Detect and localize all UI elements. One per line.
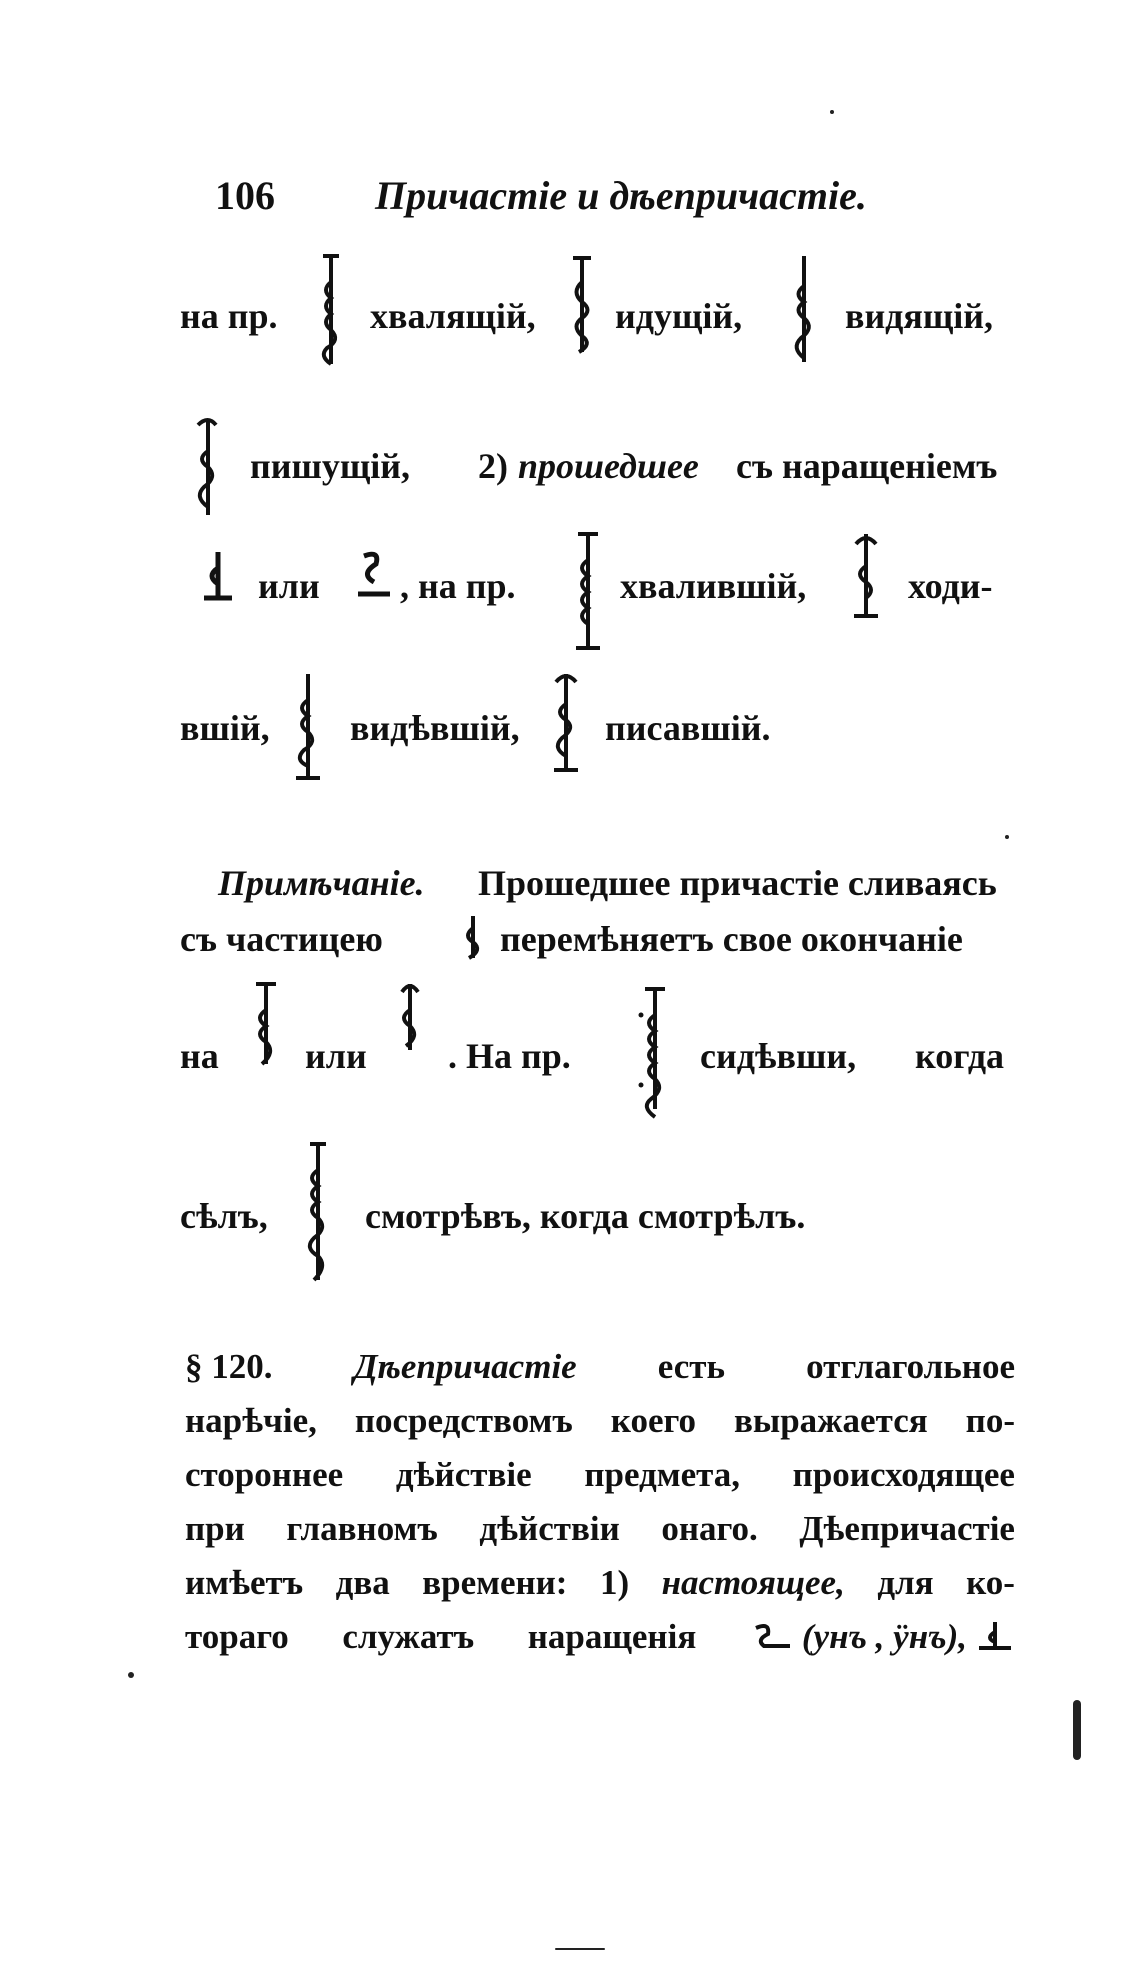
page-number: 106 [215,173,275,218]
word: имѣетъ [185,1563,304,1602]
section-term: Дѣепричастіе [353,1347,577,1386]
mongolian-script-glyph [565,252,599,362]
past-term: прошедшее [518,446,699,486]
word-going: идущій, [615,296,743,336]
word: ко- [966,1563,1015,1602]
word-seeing: видящій, [845,296,994,336]
mongolian-suffix-glyph [975,1620,1015,1654]
word-wrote: писавшій. [605,708,771,748]
word-writing: пишущій, [250,446,411,486]
mongolian-script-glyph [315,252,347,377]
mongolian-script-glyph [787,252,821,372]
note-line-2b: перемѣняетъ свое окончаніе [500,919,963,959]
mongolian-ending-glyph [392,980,428,1055]
suffix-group [750,1610,1015,1664]
word-walked-part2: вшій, [180,708,270,748]
word: коего [610,1401,697,1440]
mongolian-suffix-glyph [750,1622,794,1652]
word-praised: хвалившій, [620,566,807,606]
mongolian-script-glyph [570,530,606,655]
section-number: § 120. [185,1347,273,1386]
note-na: на [180,1036,219,1076]
word: предмета, [584,1455,740,1494]
note-line-4b: смотрѣвъ, когда смотрѣлъ. [365,1196,806,1236]
note-example-intro: . На пр. [448,1036,571,1076]
word: наращенія [527,1617,697,1656]
word-walked-part1: ходи- [908,566,993,606]
example-intro-past: , на пр. [400,566,516,606]
word: 1) [599,1563,630,1602]
example-intro: на пр. [180,296,278,336]
past-number: 2) [478,446,508,486]
running-title: Причастіе и дѣепричастіе. [375,173,867,218]
mongolian-suffix-glyph [198,548,238,608]
word: дѣйствіи [479,1509,620,1548]
word-when: когда [915,1036,1005,1076]
scan-speck [1005,835,1009,839]
word-praising: хвалящій, [370,296,536,336]
word: выражается [733,1401,928,1440]
word: тораго [185,1617,289,1656]
word: настоящее, [661,1563,845,1602]
mongolian-script-glyph [635,985,675,1125]
mongolian-script-glyph [300,1140,336,1290]
note-line-1: Прошедшее причастіе сливаясь [478,863,997,903]
paragraph-line [185,1502,1015,1556]
section-120-paragraph [185,1340,1015,1664]
word: времени: [422,1563,568,1602]
mongolian-ending-glyph [248,980,284,1070]
paragraph-line [185,1448,1015,1502]
word: стороннее [185,1455,344,1494]
word: служатъ [342,1617,475,1656]
word: есть [657,1347,725,1386]
word: дѣйствіе [395,1455,532,1494]
word-having-sat: сидѣвши, [700,1036,857,1076]
note-label: Примѣчаніе. [218,863,425,903]
mongolian-script-glyph [548,670,584,780]
paragraph-line [185,1556,1015,1610]
word: по- [965,1401,1015,1440]
word-saw: видѣвшій, [350,708,520,748]
word: нарѣчіе, [185,1401,317,1440]
mongolian-suffix-glyph [350,548,396,604]
mongolian-script-glyph [848,530,884,625]
word: два [335,1563,390,1602]
word: онаго. [661,1509,758,1548]
word: главномъ [286,1509,438,1548]
mongolian-script-glyph [290,670,326,785]
word: отглагольное [806,1347,1015,1386]
note-or: или [305,1036,367,1076]
scan-speck [830,110,834,114]
paragraph-line [185,1340,1015,1394]
paragraph-line [185,1610,1015,1664]
note-line-2a: съ частицею [180,919,383,959]
word: для [877,1563,934,1602]
mongolian-script-glyph [190,415,226,525]
past-phrase: съ наращеніемъ [736,446,998,486]
word: происходящее [792,1455,1015,1494]
note-line-4a: сѣлъ, [180,1196,268,1236]
or-word: или [258,566,320,606]
scan-edge-mark [1073,1700,1081,1760]
word: Дѣепричастіе [799,1509,1015,1548]
scan-speck [128,1672,134,1678]
paragraph-line [185,1394,1015,1448]
word: посредствомъ [354,1401,573,1440]
suffix-transliteration: (унъ , ӱнъ), [801,1617,967,1656]
mongolian-particle-glyph [457,912,489,964]
scan-rule [555,1948,605,1950]
word: при [185,1509,245,1548]
